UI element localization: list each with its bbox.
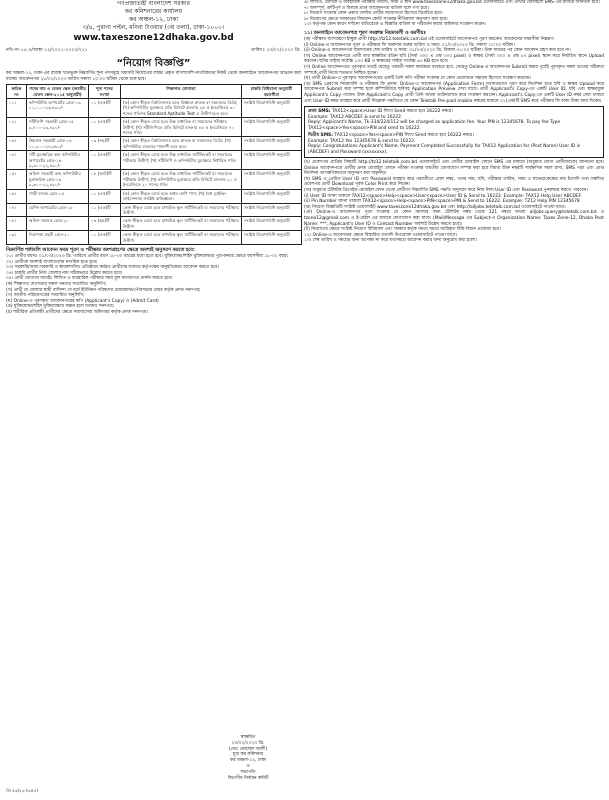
table-cell-count: ০১ (এক)টি [89,151,121,170]
table-cell-post: সাঁটলিপি সহকারী গ্রেড-১৫ ৯,৭০০-২৩,৪৯০/- [27,118,89,137]
vacancy-table [6,84,302,245]
list-item: (ট) নিয়োগের ক্ষেত্রে সংশ্লিষ্ট নিয়োগ বিধিমালা এবং সরকার কর্তৃক সময়ে সময়ে জারিকৃত বিধি-বিধান প্রযোজ্য হবে। [304,227,501,233]
list-item: ০৩। সরকারি/আধা-সরকারি ও স্বায়ত্তশাসিত প্রতিষ্ঠানে কর্মরত প্রার্থীদের যথাযথ কর্তৃপক্ষের অনুমতিক্রমে আবেদন করতে হবে। [6,265,219,271]
list-item: (ঘ) Online-এ পূরণকৃত আবেদনপত্রের কপি (Applicant's Copy) ও (Admit Card) [6,298,159,304]
additional-instructions-list [304,160,604,244]
list-item: (ii) Pin Number জানা থাকলে TAX12<space>Help<space>PIN<space>PIN & Send to 16222. Example: TZ12 Help PIN 12345678 [304,199,580,205]
table-cell-no: ০৯। [7,231,27,245]
list-item: ০৪। চাকরি প্রার্থীর নিজ জেলার নাম সঠিকভাবে উল্লেখ করতে হবে। [6,270,123,276]
table-cell-no: ০৬। [7,189,27,203]
committee-name: বিভাগীয় নির্বাচন কমিটি [227,775,269,781]
sms-second-reply: Reply: Congratulations Applicant's Name, Payment Completed Successfully for TAX12 Application for (Post Name) User ID is (ABCDEF) and Password (xxxxxxxx). [308,144,581,155]
signatory-designation: যুগ্ম কর কমিশনার [232,752,264,758]
col-header-post: পদের নাম ও বেতন স্কেল (জাতীয় বেতন স্কেল-২০১৫ অনুযায়ী) [27,85,89,99]
table-cell-no: ০৪। [7,151,27,170]
list-item: (চ) প্রবেশপত্র প্রাপ্তির বিষয়টি http://tz12.teletalk.com.bd ওয়েবসাইটে এবং প্রার্থীর মোবাইল ফোনে SMS এর মাধ্যমে (শুধুমাত্র যোগ্য প্রার্থীদেরকে) জানানো হবে। Online আবেদনপত্রে প্রার্থীর প্রদত্ত মোবাইল ফোনে পরীক্ষা সংক্রান্ত যাবতীয় যোগাযোগ সম্পন্ন করা হবে বিধায় উক্ত নম্বরটি সার্বক্ষণিক সচল রাখা, SMS পড়া এবং প্রাপ্ত নির্দেশনা তাৎক্ষণিকভাবে অনুসরণ করা বাঞ্ছনীয়। [304,160,604,177]
table-row [7,203,302,217]
sms-second-label: দ্বিতীয় SMS: [308,133,333,139]
sms-box [304,106,604,158]
table-row [7,118,302,137]
table-cell-age: সংশ্লিষ্ট নিয়োগবিধি অনুযায়ী [242,189,302,203]
sms-first-example: Example: TAX12 ABCDEF & send to 16222. [308,114,403,120]
conditions-list [6,254,301,316]
list-item: ০২। প্রার্থীকে অবশ্যই বাংলাদেশের নাগরিক হতে হবে। [6,259,98,265]
left-column [6,0,301,315]
table-row [7,137,302,151]
sms-second-example: Example: TAX12 Yes 12345678 & send to 16222. [308,138,416,144]
table-cell-count: ০৮ (আট)টি [89,170,121,189]
table-cell-edu: (ক) কোন স্বীকৃত বোর্ড হতে অষ্টম শ্রেণি পাস; (খ) বৈধ ড্রাইভিং লাইসেন্সসহ সংশ্লিষ্ট অভিজ্ঞতা। [121,189,242,203]
table-cell-post: গাড়ী চালক গ্রেড-১৫ [27,189,89,203]
sms-first-text: TAX12<space>User ID লিখে Send করতে হবে 16222 নম্বরে। [331,109,453,115]
signature-block [198,735,298,781]
sms-second-text: TAX12<space>Yes<space>PIN লিখে Send করতে হবে 16222 নম্বরে। [334,133,474,139]
list-item: (ঘ) প্রার্থী Online-এ পূরণকৃত আবেদনপত্রের একটি প্রিন্ট কপি পরীক্ষা সংক্রান্ত যে কোন প্রয়োজনে সহায়ক হিসেবে সংরক্ষণ করবেন। [304,76,532,82]
table-cell-edu: কোন স্বীকৃত বোর্ড হতে মাধ্যমিক স্কুল সার্টিফিকেট বা সমমানের পরীক্ষায় উত্তীর্ণ। [121,217,242,231]
table-cell-count: ০১ (এক)টি [89,99,121,118]
table-row [7,99,302,118]
memo-date: তারিখঃ ২৩/০২/২০২৩ খ্রি. [250,48,301,53]
table-cell-age: সংশ্লিষ্ট নিয়োগবিধি অনুযায়ী [242,151,302,170]
table-cell-edu: কোন স্বীকৃত বোর্ড হতে মাধ্যমিক স্কুল সার্টিফিকেট বা সমমানের পরীক্ষায় উত্তীর্ণ। [121,231,242,245]
zone-name: কর অঞ্চল-১২, ঢাকা [128,16,179,23]
col-header-count: শূন্য পদের সংখ্যা [89,85,121,99]
table-cell-edu: (ক) কোন স্বীকৃত বোর্ড হতে উচ্চ মাধ্যমিক বা সমমানের পরীক্ষায় উত্তীর্ণ; (খ) সাঁটলিপিতে প্রতি মিনিটে বাংলায় ৪৫ ও ইংরেজিতে ৭০ শব্দের গতি। [121,118,242,137]
signatory-office: কর অঞ্চল-১২, ঢাকা [230,758,266,764]
list-item: (ii) Online-এ আবেদনপত্র জমাদানের শেষ তারিখ ও সময়: ৩১/০৩/২০২৩ খ্রি. বিকাল ০৫:০০ ঘটিকা। উক্ত সময়ের পর কোন আবেদন গ্রহণ করা হবে না। [304,48,571,54]
table-cell-age: সংশ্লিষ্ট নিয়োগবিধি অনুযায়ী [242,231,302,245]
table-cell-no: ০২। [7,118,27,137]
list-item: (গ) Online আবেদনপত্রে পূরণকৃত তথ্যই যেহেতু পরবর্তী সকল কার্যক্রমে ব্যবহৃত হবে, সেহেতু Online-এ আবেদনপত্র Submit করার পূর্বেই পূরণকৃত সকল তথ্যের সঠিকতা সম্পর্কে প্রার্থী নিজে শতভাগ নিশ্চিত হবেন। [304,64,604,76]
right-column [304,0,604,244]
online-heading: ১১। অনলাইনে আবেদনপত্র পূরণ সংক্রান্ত নিয়মাবলী ও করণীয়ঃ [304,30,426,36]
table-cell-count: ০৯ (নয়)টি [89,137,121,151]
table-row [7,170,302,189]
list-item: (i) Online-এ আবেদনপত্র পূরণ ও পরীক্ষার ফি জমাদান শুরুর তারিখ ও সময়: ০১/০৩/২০২৩ খ্রি. সকাল ১০:০০ ঘটিকা। [304,42,515,48]
table-cell-age: সংশ্লিষ্ট নিয়োগবিধি অনুযায়ী [242,170,302,189]
table-row [7,217,302,231]
table-cell-age: সংশ্লিষ্ট নিয়োগবিধি অনুযায়ী [242,137,302,151]
signature-date: ২৩/০২/২০২৩ খ্রি. [231,740,265,746]
table-row [7,151,302,170]
sms-first-label: প্রথম SMS: [308,109,331,115]
table-cell-edu: (ক) কোন স্বীকৃত বিশ্ববিদ্যালয় হতে স্নাতক বা সমমানের ডিগ্রি; (খ) কম্পিউটার ব্যবহারে পারদর্শী হতে হবে। [121,137,242,151]
col-header-education: শিক্ষাগত যোগ্যতা [121,85,242,99]
memo-line [6,48,301,54]
table-cell-post: কম্পিউটার অপারেটর গ্রেড-১৩ ১১,০০০-২৬,৫৯০/- [27,99,89,118]
list-item: (i) User ID জানা থাকলে TAX12<space>Help<space>User<space>User ID & Send to 16222. Example: TAX12 Help User ABCDEF [304,193,582,199]
col-header-age: চাকরি বিধিমালা অনুযায়ী বয়সসীমা [242,85,302,99]
table-cell-count: ০১ (এক)টি [89,231,121,245]
list-item: (ক) পরীক্ষায় অংশগ্রহণে ইচ্ছুক প্রার্থী http://tz12.teletalk.com.bd এই ওয়েবসাইটে আবেদনপত্র পূরণ করবেন। আবেদনের সময়সীমা নিম্নরূপ: [304,36,555,42]
page-title: “নিয়োগ বিজ্ঞপ্তি” [116,58,191,69]
list-item: ৯। নিয়োগের ক্ষেত্রে সরকারের বিদ্যমান কোটা সংক্রান্ত নীতিমালা অনুসরণ করা হবে। [304,16,448,22]
signatory-role-connector: ও [246,763,250,769]
table-cell-count: ০১ (এক)টি [89,189,121,203]
list-item: ১৩। শেষ তারিখ ও সময়ের জন্য অপেক্ষা না করে যথাসময়ে আবেদন করার জন্য অনুরোধ করা হলো। [304,238,477,244]
table-cell-post: সাঁট মুদ্রাক্ষরিক কাম কম্পিউটার অপারেটর গ্রেড-১৬ ৯,৩০০-২২,৪৯০/- [27,151,89,170]
list-item: ৬। লিখিত, মৌখিক ও ব্যবহারিক পরীক্ষার তারিখ, সময় ও স্থান www.taxeszone12dhaka.gov.bd ওয়েবসাইটে এবং প্রার্থীর মোবাইলে SMS এর মাধ্যমে জানানো হবে। [304,0,600,5]
table-header-row [7,85,302,99]
list-item: (চ) শারীরিক প্রতিবন্ধী প্রার্থীদের ক্ষেত্রে সমাজসেবা অধিদপ্তর কর্তৃক প্রদত্ত সনদপত্র। [6,309,148,315]
general-terms-list [304,0,604,28]
list-item: (খ) প্রার্থী যে জেলার স্থায়ী বাসিন্দা সে মর্মে ইউনিয়ন পরিষদের চেয়ারম্যান/পৌরসভার মেয়র কর্তৃক প্রদত্ত সনদপত্র; [6,287,201,293]
table-cell-post: অফিস সহায়ক গ্রেড-২০ [27,217,89,231]
table-cell-post: নিরাপত্তা প্রহরী গ্রেড-২০ [27,231,89,245]
table-row [7,189,302,203]
table-cell-edu: (ক) কোন স্বীকৃত বোর্ড হতে উচ্চ মাধ্যমিক সার্টিফিকেট বা সমমানের পরীক্ষায় উত্তীর্ণ; (খ) সাঁটলিপি ও কম্পিউটার মুদ্রাক্ষরে নির্ধারিত গতি। [121,151,242,170]
list-item: ১০। কর্তৃপক্ষ কোন কারণ দর্শানো ব্যতিরেকে এ বিজ্ঞপ্তি বাতিল বা পরিবর্তন করার অধিকার সংরক্ষণ করেন। [304,22,486,28]
doc-footer: জি ৫৬/২৩ (৩×৪) [6,788,39,793]
table-cell-no: ০৫। [7,170,27,189]
table-cell-age: সংশ্লিষ্ট নিয়োগবিধি অনুযায়ী [242,118,302,137]
list-item: (ঙ) SMS প্রেরণের নিয়মাবলি ও পরীক্ষার ফি প্রদান: Online-এ আবেদনপত্র (Application Form) যথাযথভাবে পূরণ করে নির্দেশনা মতে ছবি ও স্বাক্ষর Upload করে আবেদনপত্র Submit করা সম্পন্ন হলে কম্পিউটারে ছবিসহ Application Preview দেখা যাবে। প্রার্থী Applicant's Copy-তে একটি User ID, ছবি এবং স্বাক্ষরযুক্ত Applicant's Copy পাবেন। উক্ত Applicant's Copy প্রার্থী প্রিন্ট অথবা ডাউনলোড করে সংরক্ষণ করবেন। Applicant's Copy-তে একটি User ID নম্বর দেয়া থাকবে এবং User ID নম্বর ব্যবহার করে প্রার্থী নিম্নোক্ত পদ্ধতিতে যে কোন Teletalk Pre-paid mobile নম্বরের মাধ্যমে ০১(এক)টি SMS করে পরীক্ষার ফি বাবদ টাকা জমা দিবেন। [304,81,604,104]
website-link[interactable]: www.taxeszone12dhaka.gov.bd [73,33,234,43]
list-item: (ছ) SMS এ প্রেরিত User ID এবং Password ব্যবহার করে পরবর্তীতে রোল নম্বর, পদের নাম, ছবি, পরীক্ষার তারিখ, সময় ও স্থানের/কেন্দ্রের নাম ইত্যাদি তথ্য সম্বলিত প্রবেশপত্র প্রার্থী Download পূর্বক Color Print করে নিবেন। [304,176,604,188]
table-cell-age: সংশ্লিষ্ট নিয়োগবিধি অনুযায়ী [242,217,302,231]
list-item: (ঝ) নিয়োগ বিজ্ঞপ্তিটি সংশ্লিষ্ট ওয়েবসাইট www.taxeszone12dhaka.gov.bd এবং http://alljobs.teletalk.com.bd ওয়েবসাইটে পাওয়া যাবে। [304,204,566,210]
table-cell-post: মেশিন অপারেটর গ্রেড-১৮ [27,203,89,217]
list-item: (ঙ) মুক্তিযোদ্ধা/শহিদ মুক্তিযোদ্ধার সন্তান হলে যথাযথ সনদপত্র; [6,304,115,310]
table-cell-count: ০১ (এক)টি [89,203,121,217]
table-cell-post: উচ্চমান সহকারী গ্রেড-১৪ ১০,২০০-২৪,৬৮০/- [27,137,89,151]
memo-number: নথি নং-১৫.৩/আস্থা-১২/২০২২-২০২৩/২২১ [6,48,88,53]
table-cell-no: ০৭। [7,203,27,217]
list-item: (ক) শিক্ষাগত যোগ্যতার সকল সনদের সত্যায়িত অনুলিপি; [6,281,107,287]
list-item: ০৫। প্রার্থী যোগ্যতা যাচাইঃ লিখিত ও ব্যবহারিক পরীক্ষার সময় মূল কাগজপত্র প্রদর্শন করতে হবে। [6,276,173,282]
signature-label: স্বাক্ষরিত [240,735,256,740]
office-address: ৩/৪, পুরানা পল্টন, মনিরা টাওয়ার (৩য় তলা), ঢাকা-১০০০। [82,24,225,31]
conditions-heading: নিম্নবর্ণিত শর্তাবলি আবেদন ফরম পূরণ ও পরীক্ষায় অংশগ্রহণের ক্ষেত্রে অবশ্যই অনুসরণ করতে হবে: [6,247,195,253]
office-name: কর কমিশনারের কার্যালয় [124,8,183,15]
list-item: ৮। নিয়োগ সংক্রান্ত কোন প্রকার তদবির প্রার্থীর অযোগ্যতা হিসেবে বিবেচিত হবে। [304,11,443,17]
gov-name: গণপ্রজাতন্ত্রী বাংলাদেশ সরকার [117,0,190,7]
table-cell-no: ০১। [7,99,27,118]
list-item: ০১। প্রার্থীর বয়সঃ ০১/০৩/২০২৩ খ্রি. তারিখে প্রার্থীর বয়স ১৮-৩০ বছরের মধ্যে হতে হবে। মুক্তিযোদ্ধা/শহিদ মুক্তিযোদ্ধার পুত্র-কন্যার ক্ষেত্রে বয়সসীমা ১৮-৩২ বছর। [6,253,288,259]
committee-title: সভাপতি [240,769,256,775]
table-cell-no: ০৩। [7,137,27,151]
table-cell-count: ০১ (এক)টি [89,118,121,137]
list-item: ১২। Online-এ আবেদনের ক্ষেত্রে বিস্তারিত তথ্যাদি উপরোক্ত ওয়েবসাইটে পাওয়া যাবে। [304,232,457,238]
list-item: (গ) জাতীয় পরিচয়পত্রের সত্যায়িত অনুলিপি; [6,293,85,299]
list-item: (ঞ) Online-এ আবেদনপত্র পূরণ সংক্রান্ত যে কোন সমস্যার জন্য টেলিটক নম্বর থেকে 121 নম্বরে অথবা alljobs.query@teletalk.com.bd ও tzone12@gmail.com এ ই-মেইল এর মাধ্যমে যোগাযোগ করা যাবে। (Mail/Message এর Subject-এ Organization Name: Taxes Zone-12, Dhaka Post Name: ***, Applicant's User ID ও Contact Number অবশ্যই উল্লেখ করতে হবে)। [304,210,604,227]
table-cell-post: অফিস সহকারী কাম কম্পিউটার মুদ্রাক্ষরিক গ্রেড-১৬ ৯,৩০০-২২,৪৯০/- [27,170,89,189]
table-cell-edu: কোন স্বীকৃত বোর্ড হতে মাধ্যমিক স্কুল সার্টিফিকেট বা সমমানের পরীক্ষায় উত্তীর্ণ। [121,203,242,217]
table-cell-age: সংশ্লিষ্ট নিয়োগবিধি অনুযায়ী [242,203,302,217]
table-row [7,231,302,245]
intro-text: কর অঞ্চল-১২, ঢাকা-এর রাজস্ব খাতভুক্ত নিম্নবর্ণিত শূন্য পদসমূহে সরাসরি নিয়োগের লক্ষ্যে প্রকৃত বাংলাদেশি নাগরিকদের নিকট থেকে অনলাইনে আবেদনপত্র আহ্বান করা যাচ্ছে। আবেদনপত্র ২৮/০২/২০২৩ তারিখ সকাল ১০:০০ ঘটিকা থেকে শুরু হবে। [6,71,301,82]
list-item: (খ) Online আবেদনপত্রে প্রার্থী তার স্বাক্ষরিত রঙিন ছবি (দৈর্ঘ্য ৩০০ × প্রস্থ ৩০০ pixel) ও স্বাক্ষর (দৈর্ঘ্য ৩০০ × প্রস্থ ৮০ pixel) স্ক্যান করে নির্ধারিত স্থানে Upload করবেন। ছবির সাইজ সর্বোচ্চ ১০০ KB ও স্বাক্ষরের সাইজ সর্বোচ্চ ৬০ KB হতে হবে। [304,53,604,65]
table-cell-age: সংশ্লিষ্ট নিয়োগবিধি অনুযায়ী [242,99,302,118]
col-header-serial: ক্রমিক নং [7,85,27,99]
table-cell-edu: (ক) কোন স্বীকৃত বোর্ড হতে উচ্চ মাধ্যমিক সার্টিফিকেট বা সমমানের পরীক্ষায় উত্তীর্ণ; (খ) কম্পিউটার মুদ্রাক্ষরে প্রতি মিনিটে বাংলায় ২০ ও ইংরেজিতে ২০ শব্দের গতি। [121,170,242,189]
table-cell-no: ০৮। [7,217,27,231]
list-item: ৭। অসম্পূর্ণ, ত্রুটিপূর্ণ ও বিলম্বে প্রাপ্ত আবেদনপত্র বাতিল বলে গণ্য হবে। [304,5,429,11]
online-instructions-list [304,37,604,104]
sms-first-reply: Reply: Applicant's Name, Tk-334/224/112 will be charged as application fee. Your PIN is 12345678. To pay fee Type TAX12<space>Yes<space>PIN and send to 16222. [308,120,561,131]
table-cell-count: ০৬ (ছয়)টি [89,217,121,231]
signatory-name: (মোঃ মোহাম্মদ আলী) [228,746,268,752]
vacancy-table-body [7,99,302,245]
list-item: (জ) শুধুমাত্র টেলিটক প্রিপেইড মোবাইল ফোন থেকে প্রার্থীগণ নিম্নবর্ণিত SMS পদ্ধতি অনুসরণ করে নিজ নিজ User ID এবং Password পুনরুদ্ধার করতে পারবেন। [304,188,588,194]
table-cell-edu: (ক) কোন স্বীকৃত বিশ্ববিদ্যালয় হতে বিজ্ঞানে স্নাতক বা সমমানের ডিগ্রি; (খ) কম্পিউটার মুদ্রাক্ষরে প্রতি মিনিটে বাংলায় ২৫ ও ইংরেজিতে ৩০ শব্দের গতিসহ Standard Aptitude Test এ উত্তীর্ণ হতে হবে। [121,99,242,118]
